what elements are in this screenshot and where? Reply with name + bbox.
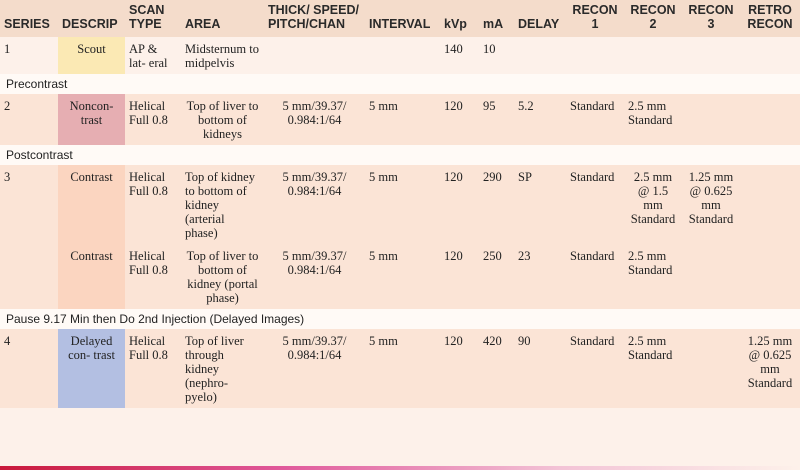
section-label-precontrast: Precontrast (0, 74, 800, 94)
cell-scan-type: Helical Full 0.8 (125, 94, 181, 145)
header-thick-speed-pitch: THICK/ SPEED/ PITCH/CHAN (264, 0, 365, 37)
cell-interval: 5 mm (365, 244, 440, 309)
cell-recon-2: 2.5 mm Standard (624, 329, 682, 408)
header-recon-3: RECON 3 (682, 0, 740, 37)
header-retro-recon: RETRO RECON (740, 0, 800, 37)
cell-scan-type: Helical Full 0.8 (125, 165, 181, 244)
cell-recon-2: 2.5 mm @ 1.5 mm Standard (624, 165, 682, 244)
cell-retro-recon (740, 244, 800, 309)
table-row-noncontrast (0, 94, 800, 145)
header-recon-1: RECON 1 (566, 0, 624, 37)
cell-interval: 5 mm (365, 94, 440, 145)
cell-descrip-noncontrast: Noncon- trast (58, 94, 125, 145)
cell-recon-3 (682, 37, 740, 74)
cell-ma: 10 (479, 37, 514, 74)
cell-series: 4 (0, 329, 58, 408)
cell-thick: 5 mm/39.37/ 0.984:1/64 (264, 329, 365, 408)
cell-recon-1 (566, 37, 624, 74)
cell-recon-2 (624, 37, 682, 74)
table-row-portal (0, 244, 800, 309)
cell-recon-2: 2.5 mm Standard (624, 244, 682, 309)
cell-kvp: 120 (440, 329, 479, 408)
cell-kvp: 120 (440, 94, 479, 145)
section-row-pause (0, 309, 800, 329)
cell-delay: 23 (514, 244, 566, 309)
cell-interval: 5 mm (365, 165, 440, 244)
header-descrip: DESCRIP (58, 0, 125, 37)
header-interval: INTERVAL (365, 0, 440, 37)
cell-recon-3 (682, 244, 740, 309)
header-ma: mA (479, 0, 514, 37)
cell-delay (514, 37, 566, 74)
cell-thick: 5 mm/39.37/ 0.984:1/64 (264, 244, 365, 309)
cell-recon-1: Standard (566, 165, 624, 244)
cell-ma: 95 (479, 94, 514, 145)
table-row-delayed (0, 329, 800, 408)
cell-area: Midsternum to midpelvis (181, 37, 264, 74)
cell-kvp: 120 (440, 165, 479, 244)
section-label-pause: Pause 9.17 Min then Do 2nd Injection (Delayed Images) (0, 309, 800, 329)
cell-recon-3 (682, 94, 740, 145)
cell-thick: 5 mm/39.37/ 0.984:1/64 (264, 94, 365, 145)
cell-recon-3 (682, 329, 740, 408)
cell-retro-recon (740, 165, 800, 244)
cell-descrip-delayed: Delayed con- trast (58, 329, 125, 408)
cell-recon-1: Standard (566, 244, 624, 309)
cell-retro-recon: 1.25 mm @ 0.625 mm Standard (740, 329, 800, 408)
cell-delay: SP (514, 165, 566, 244)
header-recon-2: RECON 2 (624, 0, 682, 37)
header-scan-type: SCAN TYPE (125, 0, 181, 37)
cell-descrip-arterial: Contrast (58, 165, 125, 244)
cell-recon-2: 2.5 mm Standard (624, 94, 682, 145)
cell-kvp: 140 (440, 37, 479, 74)
cell-interval: 5 mm (365, 329, 440, 408)
cell-kvp: 120 (440, 244, 479, 309)
header-kvp: kVp (440, 0, 479, 37)
cell-series: 3 (0, 165, 58, 244)
cell-descrip-scout: Scout (58, 37, 125, 74)
bottom-accent-bar (0, 466, 800, 470)
cell-thick: 5 mm/39.37/ 0.984:1/64 (264, 165, 365, 244)
cell-scan-type: AP & lat- eral (125, 37, 181, 74)
header-row (0, 0, 800, 37)
cell-retro-recon (740, 37, 800, 74)
cell-thick (264, 37, 365, 74)
cell-ma: 250 (479, 244, 514, 309)
cell-descrip-portal: Contrast (58, 244, 125, 309)
cell-series: 1 (0, 37, 58, 74)
cell-area: Top of kidney to bottom of kidney (arterial phase) (181, 165, 264, 244)
cell-retro-recon (740, 94, 800, 145)
cell-series: 2 (0, 94, 58, 145)
cell-area: Top of liver to bottom of kidney (portal phase) (181, 244, 264, 309)
cell-ma: 420 (479, 329, 514, 408)
cell-series (0, 244, 58, 309)
table-row-arterial (0, 165, 800, 244)
cell-recon-3: 1.25 mm @ 0.625 mm Standard (682, 165, 740, 244)
cell-ma: 290 (479, 165, 514, 244)
cell-area: Top of liver through kidney (nephro- pyelo) (181, 329, 264, 408)
cell-scan-type: Helical Full 0.8 (125, 329, 181, 408)
table-row-scout (0, 37, 800, 74)
header-series: SERIES (0, 0, 58, 37)
cell-delay: 90 (514, 329, 566, 408)
cell-scan-type: Helical Full 0.8 (125, 244, 181, 309)
cell-delay: 5.2 (514, 94, 566, 145)
section-row-postcontrast (0, 145, 800, 165)
cell-area: Top of liver to bottom of kidneys (181, 94, 264, 145)
cell-recon-1: Standard (566, 329, 624, 408)
cell-interval (365, 37, 440, 74)
header-delay: DELAY (514, 0, 566, 37)
header-area: AREA (181, 0, 264, 37)
section-row-precontrast (0, 74, 800, 94)
cell-recon-1: Standard (566, 94, 624, 145)
section-label-postcontrast: Postcontrast (0, 145, 800, 165)
